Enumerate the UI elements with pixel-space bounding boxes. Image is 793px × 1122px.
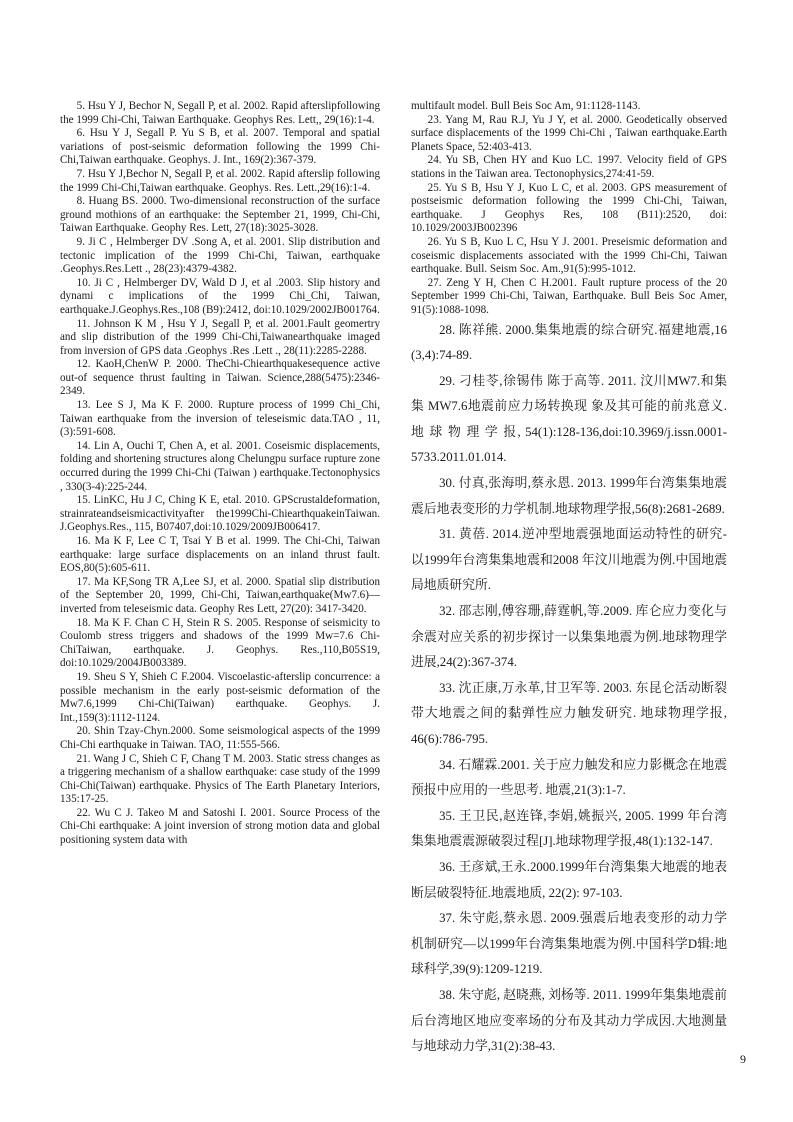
reference-item-cn: 29. 刁桂苓,徐锡伟 陈于高等. 2011. 汶川MW7.和集集 MW7.6地震前应力场转换现 象及其可能的前兆意义. 地 球 物 理 学 报, 54(1):128-136,doi:10.3969/j.issn.0001-5733.2011.01.014. bbox=[411, 373, 727, 465]
reference-item-cn: 38. 朱守彪, 赵晓燕, 刘杨等. 2011. 1999年集集地震前后台湾地区地应变率场的分布及其动力学成因.大地测量与地球动力学,31(2):38-43. bbox=[411, 987, 727, 1054]
reference-item-cn: 28. 陈祥熊. 2000.集集地震的综合研究.福建地震,16 (3,4):74-89. bbox=[411, 322, 727, 363]
reference-item: 6. Hsu Y J, Segall P. Yu S B, et al. 2007. Temporal and spatial variations of post-seismic deformation following the 1999 Chi-Chi,Taiwan earthquake. Geophys. J. Int., 169(2):367-379. bbox=[60, 127, 380, 167]
reference-item-cn: 37. 朱守彪,蔡永恩. 2009.强震后地表变形的动力学机制研究—以1999年台湾集集地震为例.中国科学D辑:地球科学,39(9):1209-1219. bbox=[411, 911, 727, 977]
reference-item-cn: 32. 邵志刚,傅容珊,薛霆帆,等.2009. 库仑应力变化与余震对应关系的初步探讨一以集集地震为例.地球物理学进展,24(2):367-374. bbox=[411, 604, 727, 670]
reference-item: 25. Yu S B, Hsu Y J, Kuo L C, et al. 2003. GPS measurement of postseismic deformation following the 1999 Chi-Chi, Taiwan, earthquake. J Geophys Res, 108 (B11):2520, doi: 10.1029/2003JB002396 bbox=[411, 181, 727, 235]
reference-item: 5. Hsu Y J, Bechor N, Segall P, et al. 2002. Rapid afterslipfollowing the 1999 Chi-Chi, Taiwan Earthquake. Geophys Res. Lett,, 29(16):1-4. bbox=[60, 100, 380, 126]
reference-item: 11. Johnson K M , Hsu Y J, Segall P, et al. 2001.Fault geomertry and slip distribution of the 1999 Chi-Chi,Taiwanearthquake imaged from inversion of GPS data .Geophys .Res .Lett ., 28(11):2285-2288. bbox=[60, 317, 380, 357]
reference-item: 10. Ji C , Helmberger DV, Wald D J, et al .2003. Slip history and dynami c implications of the 1999 Chi_Chi, Taiwan, earthquake.J.Geophys.Res.,108 (B9):2412, doi:10.1029/2002JB001764. bbox=[60, 276, 380, 316]
reference-item: 21. Wang J C, Shieh C F, Chang T M. 2003. Static stress changes as a triggering mechanism of a shallow earthquake: case study of the 1999 Chi-Chi(Taiwan) earthquake. Physics of The Earth Planetary Interiors, 135:17-25. bbox=[60, 752, 380, 806]
left-column bbox=[60, 100, 380, 848]
reference-item-cn: 31. 黄蓓. 2014.逆冲型地震强地面运动特性的研究-以1999年台湾集集地震和2008 年汶川地震为例.中国地震局地质研究所. bbox=[411, 527, 727, 593]
reference-item: 9. Ji C , Helmberger DV .Song A, et al. 2001. Slip distribution and tectonic implication of the 1999 Chi-Chi, Taiwan, earthquake .Geophys.Res.Lett ., 28(23):4379-4382. bbox=[60, 235, 380, 276]
reference-item-cn: 33. 沈正康,万永革,甘卫军等. 2003. 东昆仑活动断裂带大地震之间的黏弹性应力触发研究. 地球物理学报, 46(6):786-795. bbox=[411, 680, 727, 746]
reference-item: 23. Yang M, Rau R.J, Yu J Y, et al. 2000. Geodetically observed surface displacements of the 1999 Chi-Chi , Taiwan earthquake.Earth Planets Space, 52:403-413. bbox=[411, 113, 727, 153]
reference-item: 7. Hsu Y J,Bechor N, Segall P, et al. 2002. Rapid afterslip following the 1999 Chi-Chi,Taiwan earthquake. Geophys. Res. Lett.,29(16):1-4. bbox=[60, 167, 380, 194]
page-number: 9 bbox=[740, 1052, 746, 1066]
reference-item: 26. Yu S B, Kuo L C, Hsu Y J. 2001. Preseismic deformation and coseismic displacements associated with the 1999 Chi-Chi, Taiwan earthquake. Bull. Seism Soc. Am.,91(5):995-1012. bbox=[411, 235, 727, 276]
reference-item: 27. Zeng Y H, Chen C H.2001. Fault rupture process of the 20 September 1999 Chi-Chi, Taiwan, Earthquake. Bull Beis Soc Amer, 91(5):1088-1098. bbox=[411, 276, 727, 316]
reference-item: 17. Ma KF,Song TR A,Lee SJ, et al. 2000. Spatial slip distribution of the September 20, 1999, Chi-Chi, Taiwan,earthquake(Mw7.6)—inverted from teleseismic data. Geophy Res Lett, 27(20): 3417-3420. bbox=[60, 575, 380, 615]
reference-item: 14. Lin A, Ouchi T, Chen A, et al. 2001. Coseismic displacements, folding and shortening structures along Chelungpu surface rupture zone occurred during the 1999 Chi-Chi (Taiwan ) earthquake.Tectonophysics , 330(3-4):225-244. bbox=[60, 439, 380, 493]
reference-item-cn: 35. 王卫民,赵连锋,李娟,姚振兴, 2005. 1999 年台湾集集地震震源破裂过程[J].地球物理学报,48(1):132-147. bbox=[411, 808, 727, 849]
reference-continuation: multifault model. Bull Beis Soc Am, 91:1128-1143. bbox=[411, 100, 641, 112]
right-column bbox=[411, 100, 727, 1060]
reference-item-cn: 34. 石耀霖.2001. 关于应力触发和应力影概念在地震预报中应用的一些思考. 地震,21(3):1-7. bbox=[411, 757, 727, 798]
reference-item: 18. Ma K F. Chan C H, Stein R S. 2005. Response of seismicity to Coulomb stress triggers and shadows of the 1999 Mw=7.6 Chi-ChiTaiwan, earthquake. J. Geophys. Res.,110,B05S19, doi:10.1029/2004JB003389. bbox=[60, 616, 380, 670]
reference-item: 20. Shin Tzay-Chyn.2000. Some seismological aspects of the 1999 Chi-Chi earthquake in Taiwan. TAO, 11:555-566. bbox=[60, 725, 380, 751]
reference-item: 22. Wu C J. Takeo M and Satoshi I. 2001. Source Process of the Chi-Chi earthquake: A joint inversion of strong motion data and global positioning system data with bbox=[60, 806, 380, 847]
reference-item: 12. KaoH,ChenW P. 2000. TheChi-Chiearthquakesequence active out-of sequence thrust faulting in Taiwan. Science,288(5475):2346-2349. bbox=[60, 358, 380, 398]
reference-item: 19. Sheu S Y, Shieh C F.2004. Viscoelastic-afterslip concurrence: a possible mechanism in the early post-seismic deformation of the Mw7.6,1999 Chi-Chi(Taiwan) earthquake. Geophys. J. Int.,159(3):1112-1124. bbox=[60, 670, 380, 724]
reference-item: 15. LinKC, Hu J C, Ching K E, etal. 2010. GPScrustaldeformation, strainrateandseismicactivityafter the1999Chi-ChiearthquakeinTaiwan. J.Geophys.Res., 115, B07407,doi:10.1029/2009JB006417. bbox=[60, 494, 380, 534]
reference-item-cn: 36. 王彦斌,王永.2000.1999年台湾集集大地震的地表断层破裂特征.地震地质, 22(2): 97-103. bbox=[411, 859, 727, 900]
reference-item: 13. Lee S J, Ma K F. 2000. Rupture process of 1999 Chi_Chi, Taiwan earthquake from the inversion of teleseismic data.TAO , 11,(3):591-608. bbox=[60, 399, 380, 439]
reference-item: 8. Huang BS. 2000. Two-dimensional reconstruction of the surface ground mothions of an earthquake: the September 21, 1999, Chi-Chi, Taiwan Earthquake. Geophy Res. Lett, 27(18):3025-3028. bbox=[60, 195, 380, 235]
reference-item: 16. Ma K F, Lee C T, Tsai Y B et al. 1999. The Chi-Chi, Taiwan earthquake: large surface displacements on an inland thrust fault. EOS,80(5):605-611. bbox=[60, 535, 380, 575]
reference-item-cn: 30. 付真,张海明,蔡永恩. 2013. 1999年台湾集集地震震后地表变形的力学机制.地球物理学报,56(8):2681-2689. bbox=[411, 476, 727, 516]
reference-item: 24. Yu SB, Chen HY and Kuo LC. 1997. Velocity field of GPS stations in the Taiwan area. Tectonophysics,274:41-59. bbox=[411, 154, 727, 180]
